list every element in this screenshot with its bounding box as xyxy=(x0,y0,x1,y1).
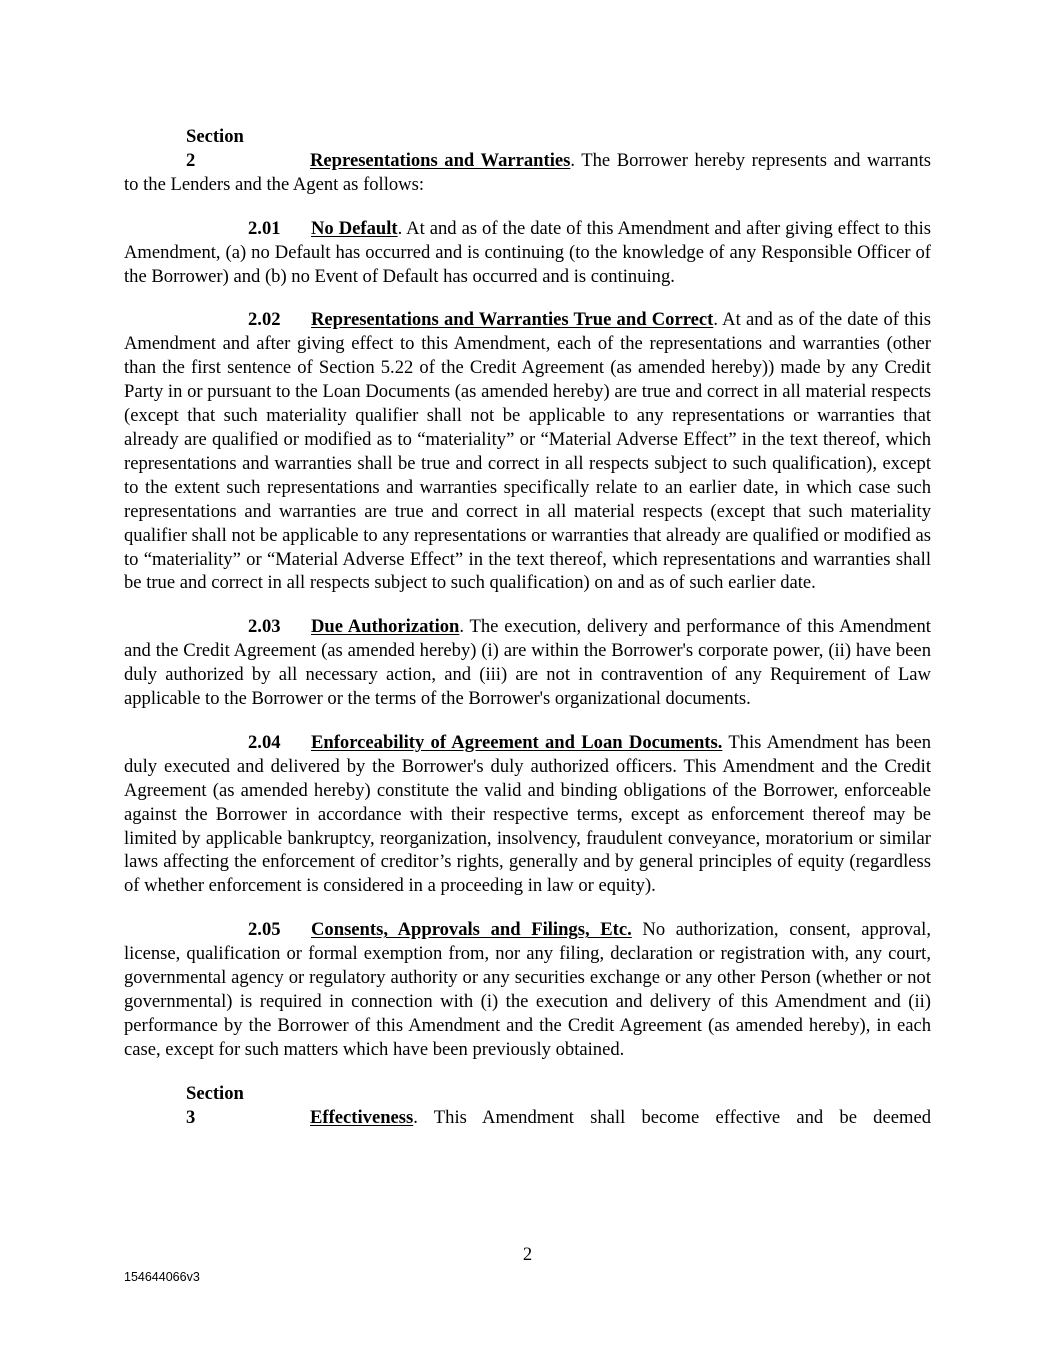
clause-text: No authorization, consent, approval, license, qualification or formal exemption from, nor any filing, declaration or registration with, any court, governmental agency or regulatory authority or any securities exchange or any other Person (whether or not governmental) is required in connection with (i) the execution and delivery of this Amendment and (ii) performance by the Borrower of this Amendment and the Credit Agreement (as amended hereby), in each case, except for such matters which have been previously obtained. xyxy=(124,919,931,1060)
clause-number: 2.05 xyxy=(248,919,281,941)
clause-text: . At and as of the date of this Amendment and after giving effect to this Amendment, (a) no Default has occurred and is continuing (to the knowledge of any Responsible Officer of the Borrower) and (b) no Event of Default has occurred and is continuing. xyxy=(124,217,931,287)
section-text: . This Amendment shall become effective and be deemed xyxy=(413,1106,931,1128)
document-body xyxy=(124,125,931,1130)
clause-heading: Enforceability of Agreement and Loan Documents. xyxy=(311,731,723,753)
section-2-paragraph xyxy=(124,125,931,197)
clause-text: . At and as of the date of this Amendment and after giving effect to this Amendment, each of the representations and warranties (other than the first sentence of Section 5.22 of the Credit Agreement (as amended hereby)) made by any Credit Party in or pursuant to the Loan Documents (as amended hereby) are true and correct in all material respects (except that such materiality qualifier shall not be applicable to any representations or warranties that already are qualified or modified as to “materiality” or “Material Adverse Effect” in the text thereof, which representations and warranties shall be true and correct in all respects subject to such qualification), except to the extent such representations and warranties specifically relate to an earlier date, in which case such representations and warranties are true and correct in all material respects (except that such materiality qualifier shall not be applicable to any representations or warranties that already are qualified or modified as to “materiality” or “Material Adverse Effect” in the text thereof, which representations and warranties shall be true and correct in all respects subject to such qualification) on and as of such earlier date. xyxy=(124,309,932,594)
section-heading: Representations and Warranties xyxy=(310,149,571,171)
clause-heading: Consents, Approvals and Filings, Etc. xyxy=(311,919,632,941)
clause-heading: Due Authorization xyxy=(311,616,460,638)
clause-text: . The execution, delivery and performance of this Amendment and the Credit Agreement (as amended hereby) (i) are within the Borrower's corporate power, (ii) have been duly authorized by all necessary action, and (iii) are not in contravention of any Requirement of Law applicable to the Borrower or the terms of the Borrower's organizational documents. xyxy=(124,616,931,710)
section-number: Section 2 xyxy=(186,126,244,171)
clause-heading: No Default xyxy=(311,217,398,239)
clause-2-02 xyxy=(124,308,931,595)
clause-number: 2.02 xyxy=(248,309,281,331)
clause-2-05 xyxy=(124,918,931,1061)
page-number: 2 xyxy=(522,1244,533,1265)
clause-2-01 xyxy=(124,217,931,289)
section-number: Section 3 xyxy=(186,1082,244,1128)
clause-2-03 xyxy=(124,615,931,711)
section-heading: Effectiveness xyxy=(310,1106,414,1128)
clause-number: 2.01 xyxy=(248,217,281,239)
clause-number: 2.03 xyxy=(248,616,281,638)
section-3-paragraph xyxy=(124,1082,931,1130)
clause-text: This Amendment has been duly executed and delivered by the Borrower's duly authorized officers. This Amendment and the Credit Agreement (as amended hereby) constitute the valid and binding obligations of the Borrower, enforceable against the Borrower in accordance with their respective terms, except as enforcement thereof may be limited by applicable bankruptcy, reorganization, insolvency, fraudulent conveyance, moratorium or similar laws affecting the enforcement of creditor’s rights, generally and by general principles of equity (regardless of whether enforcement is considered in a proceeding in law or equity). xyxy=(124,731,931,897)
clause-heading: Representations and Warranties True and Correct xyxy=(311,309,714,331)
section-text: . The Borrower hereby represents and warrants to the Lenders and the Agent as follows: xyxy=(124,149,931,195)
clause-number: 2.04 xyxy=(248,731,281,753)
clause-2-04 xyxy=(124,731,931,898)
document-id: 154644066v3 xyxy=(124,1270,200,1284)
